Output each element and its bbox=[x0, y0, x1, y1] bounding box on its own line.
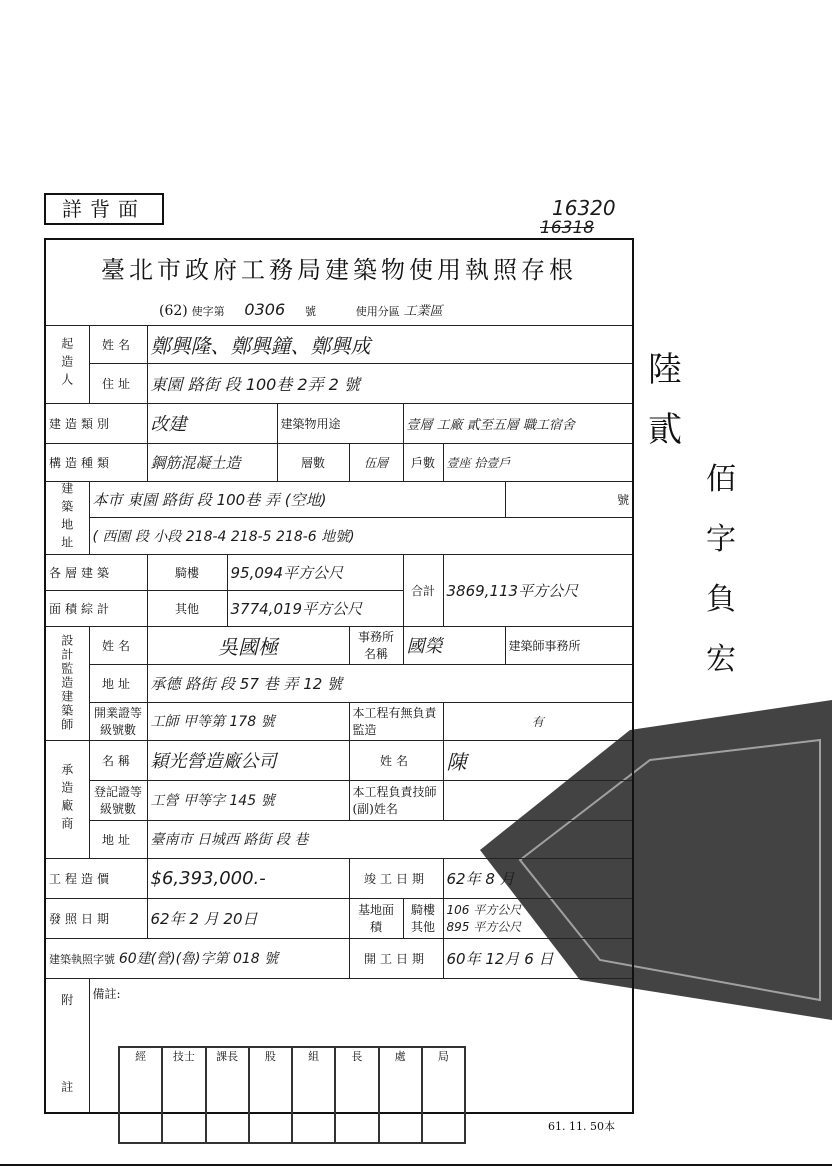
contractor-reg-value: 工營 甲等字 145 號 bbox=[147, 780, 349, 820]
site-line1-suffix: 號 bbox=[505, 481, 633, 518]
license-form bbox=[44, 238, 634, 1114]
handwritten-number-2: 16318 bbox=[540, 218, 595, 238]
units-label: 戶數 bbox=[403, 443, 443, 481]
structure-label: 構造種類 bbox=[45, 443, 147, 481]
architect-addr-label: 地址 bbox=[89, 664, 147, 702]
stamp-cell: 股 bbox=[249, 1047, 292, 1143]
architect-license-value: 工師 甲等第 178 號 bbox=[147, 702, 349, 740]
floors-label: 層數 bbox=[277, 443, 349, 481]
license-number: 0306 bbox=[244, 300, 286, 320]
margin-text bbox=[648, 340, 682, 460]
handwritten-number-1: 16320 bbox=[552, 196, 616, 220]
license-year: (62) bbox=[159, 303, 188, 320]
permit-label: 建築執照字號 bbox=[49, 953, 115, 966]
margin-char: 宏 bbox=[706, 642, 736, 677]
area-other-value: 3774,019平方公尺 bbox=[227, 590, 403, 626]
stamp-cell: 局 bbox=[422, 1047, 465, 1143]
architect-supervise-value: 有 bbox=[443, 702, 633, 740]
architect-name-label: 姓名 bbox=[89, 626, 147, 664]
margin-char: 陸 bbox=[648, 350, 682, 390]
base-area-values bbox=[443, 898, 633, 938]
notes-side-label bbox=[45, 978, 89, 1113]
architect-office-suffix: 建築師事務所 bbox=[505, 626, 633, 664]
issue-value: 62年 2 月 20日 bbox=[147, 898, 349, 938]
cost-value: $6,393,000.- bbox=[147, 858, 349, 898]
base-area-sub-labels bbox=[403, 898, 443, 938]
zone-label: 使用分區 bbox=[355, 305, 400, 319]
contractor-label: 承造廠商 bbox=[45, 740, 89, 858]
builder-name-value: 鄭興隆、鄭興鐘、鄭興成 bbox=[147, 325, 633, 363]
footer-print-note: 61. 11. 50本 bbox=[548, 1120, 615, 1133]
builder-address-label: 住址 bbox=[89, 363, 147, 403]
notes-side-1: 附 bbox=[61, 992, 74, 1007]
area-label-bottom: 面積綜計 bbox=[45, 590, 147, 626]
margin-char: 貳 bbox=[648, 410, 682, 450]
contractor-tech-label: 本工程負責技師(副)姓名 bbox=[349, 780, 443, 820]
stamp-cell: 長 bbox=[335, 1047, 378, 1143]
structure-value: 鋼筋混凝土造 bbox=[147, 443, 277, 481]
zone-value: 工業區 bbox=[403, 304, 443, 320]
builder-name-label: 姓名 bbox=[89, 325, 147, 363]
area-other-label: 其他 bbox=[147, 590, 227, 626]
stamp-cell: 組 bbox=[292, 1047, 335, 1143]
contractor-addr-label: 地址 bbox=[89, 820, 147, 858]
site-line1: 本市 東園 路街 段 100巷 弄 (空地) bbox=[89, 481, 505, 518]
build-type-label: 建造類別 bbox=[45, 403, 147, 443]
architect-addr-value: 承德 路街 段 57 巷 弄 12 號 bbox=[147, 664, 633, 702]
architect-label: 設計監造建築師 bbox=[45, 626, 89, 740]
approval-stamp-grid bbox=[118, 1046, 466, 1144]
done-value: 62年 8 月 bbox=[443, 858, 633, 898]
license-prefix: 使字第 bbox=[191, 305, 225, 319]
area-building-value: 95,094平方公尺 bbox=[227, 554, 403, 590]
contractor-name-value: 穎光營造廠公司 bbox=[147, 740, 349, 780]
form-title: 臺北市政府工務局建築物使用執照存根 bbox=[45, 239, 633, 295]
area-building-label: 騎樓 bbox=[147, 554, 227, 590]
notes-side-2: 註 bbox=[61, 1079, 74, 1094]
stamp-cell: 課長 bbox=[206, 1047, 249, 1143]
units-value: 壹座 拾壹戶 bbox=[443, 443, 633, 481]
builder-label: 起造人 bbox=[45, 325, 89, 403]
remark-label: 備註: bbox=[92, 986, 121, 1001]
contractor-name-label: 名稱 bbox=[89, 740, 147, 780]
margin-text-2 bbox=[706, 450, 736, 690]
base-v1: 106 平方公尺 bbox=[446, 903, 522, 917]
contractor-tech-value bbox=[443, 780, 633, 820]
site-label: 建築地址 bbox=[45, 481, 89, 554]
site-line2: ( 西園 段 小段 218-4 218-5 218-6 地號) bbox=[89, 518, 633, 555]
base-area-label: 基地面積 bbox=[349, 898, 403, 938]
builder-address-value: 東園 路街 段 100巷 2弄 2 號 bbox=[147, 363, 633, 403]
cost-label: 工程造價 bbox=[45, 858, 147, 898]
architect-license-label: 開業證等級號數 bbox=[89, 702, 147, 740]
floors-value: 伍層 bbox=[349, 443, 403, 481]
margin-char: 字 bbox=[706, 522, 736, 557]
contractor-person-value: 陳 bbox=[443, 740, 633, 780]
architect-name-value: 吳國極 bbox=[147, 626, 349, 664]
stamp-cell: 處 bbox=[379, 1047, 422, 1143]
contractor-reg-label: 登記證等級號數 bbox=[89, 780, 147, 820]
license-suffix: 號 bbox=[304, 305, 316, 319]
building-use-value: 壹層 工廠 貳至五層 職工宿舍 bbox=[403, 403, 633, 443]
architect-supervise-label: 本工程有無負責監造 bbox=[349, 702, 443, 740]
margin-char: 負 bbox=[706, 582, 736, 617]
stamp-cell: 經 bbox=[119, 1047, 162, 1143]
corner-label: 詳背面 bbox=[44, 193, 164, 225]
scan-edge bbox=[0, 1164, 832, 1166]
issue-label: 發照日期 bbox=[45, 898, 147, 938]
done-label: 竣工日期 bbox=[349, 858, 443, 898]
architect-office-value: 國榮 bbox=[403, 626, 505, 664]
area-total-label: 合計 bbox=[403, 554, 443, 626]
permit-value: 60建(營)(魯)字第 018 號 bbox=[118, 951, 279, 967]
base-sub1: 騎樓 bbox=[410, 903, 435, 917]
area-total-value: 3869,113平方公尺 bbox=[443, 554, 633, 626]
contractor-addr-value: 臺南市 日城西 路街 段 巷 bbox=[147, 820, 633, 858]
area-label-top: 各層建築 bbox=[45, 554, 147, 590]
base-v2: 895 平方公尺 bbox=[446, 920, 522, 934]
margin-char: 佰 bbox=[706, 462, 736, 497]
contractor-person-label: 姓名 bbox=[349, 740, 443, 780]
base-sub2: 其他 bbox=[410, 920, 435, 934]
stamp-cell: 技士 bbox=[162, 1047, 205, 1143]
license-number-row bbox=[45, 295, 633, 325]
permit-cell bbox=[45, 938, 349, 978]
architect-office-label: 事務所名稱 bbox=[349, 626, 403, 664]
building-use-label: 建築物用途 bbox=[277, 403, 403, 443]
build-type-value: 改建 bbox=[147, 403, 277, 443]
start-value: 60年 12月 6 日 bbox=[443, 938, 633, 978]
start-label: 開工日期 bbox=[349, 938, 443, 978]
